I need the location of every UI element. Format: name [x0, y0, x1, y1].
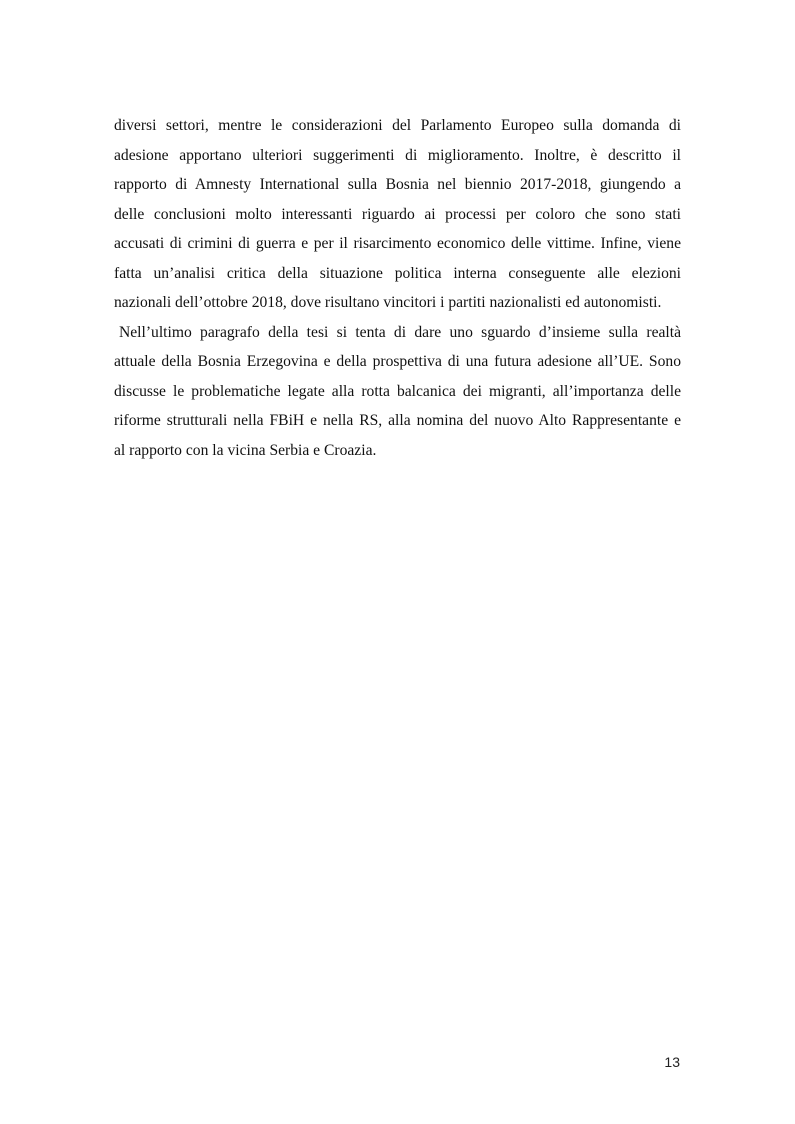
text-line: al rapporto con la vicina Serbia e Croazia.	[114, 441, 377, 459]
text-line: accusati di crimini di guerra e per il risarcimento economico delle vittime. Infine, viene	[114, 235, 681, 252]
text-line: nazionali dell’ottobre 2018, dove risultano vincitori i partiti nazionalisti ed autonomisti.	[114, 294, 662, 311]
text-line: discusse le problematiche legate alla rotta balcanica dei migranti, all’importanza delle	[114, 382, 681, 400]
text-line: attuale della Bosnia Erzegovina e della prospettiva di una futura adesione all’UE. Sono	[114, 353, 681, 370]
page-number: 13	[664, 1054, 680, 1070]
text-line: diversi settori, mentre le considerazioni del Parlamento Europeo sulla domanda di	[114, 117, 681, 134]
paragraph-summary-2	[114, 318, 681, 466]
text-line: Nell’ultimo paragrafo della tesi si tenta di dare uno sguardo d’insieme sulla realtà	[119, 323, 681, 341]
paragraph-summary-1	[114, 111, 681, 318]
text-line: fatta un’analisi critica della situazione politica interna conseguente alle elezioni	[114, 264, 681, 282]
body-text	[114, 111, 681, 465]
text-line: adesione apportano ulteriori suggerimenti di miglioramento. Inoltre, è descritto il	[114, 146, 681, 164]
text-line: riforme strutturali nella FBiH e nella RS, alla nomina del nuovo Alto Rappresentante e	[114, 412, 681, 429]
text-line: delle conclusioni molto interessanti riguardo ai processi per coloro che sono stati	[114, 205, 681, 223]
text-line: rapporto di Amnesty International sulla Bosnia nel biennio 2017-2018, giungendo a	[114, 176, 681, 193]
